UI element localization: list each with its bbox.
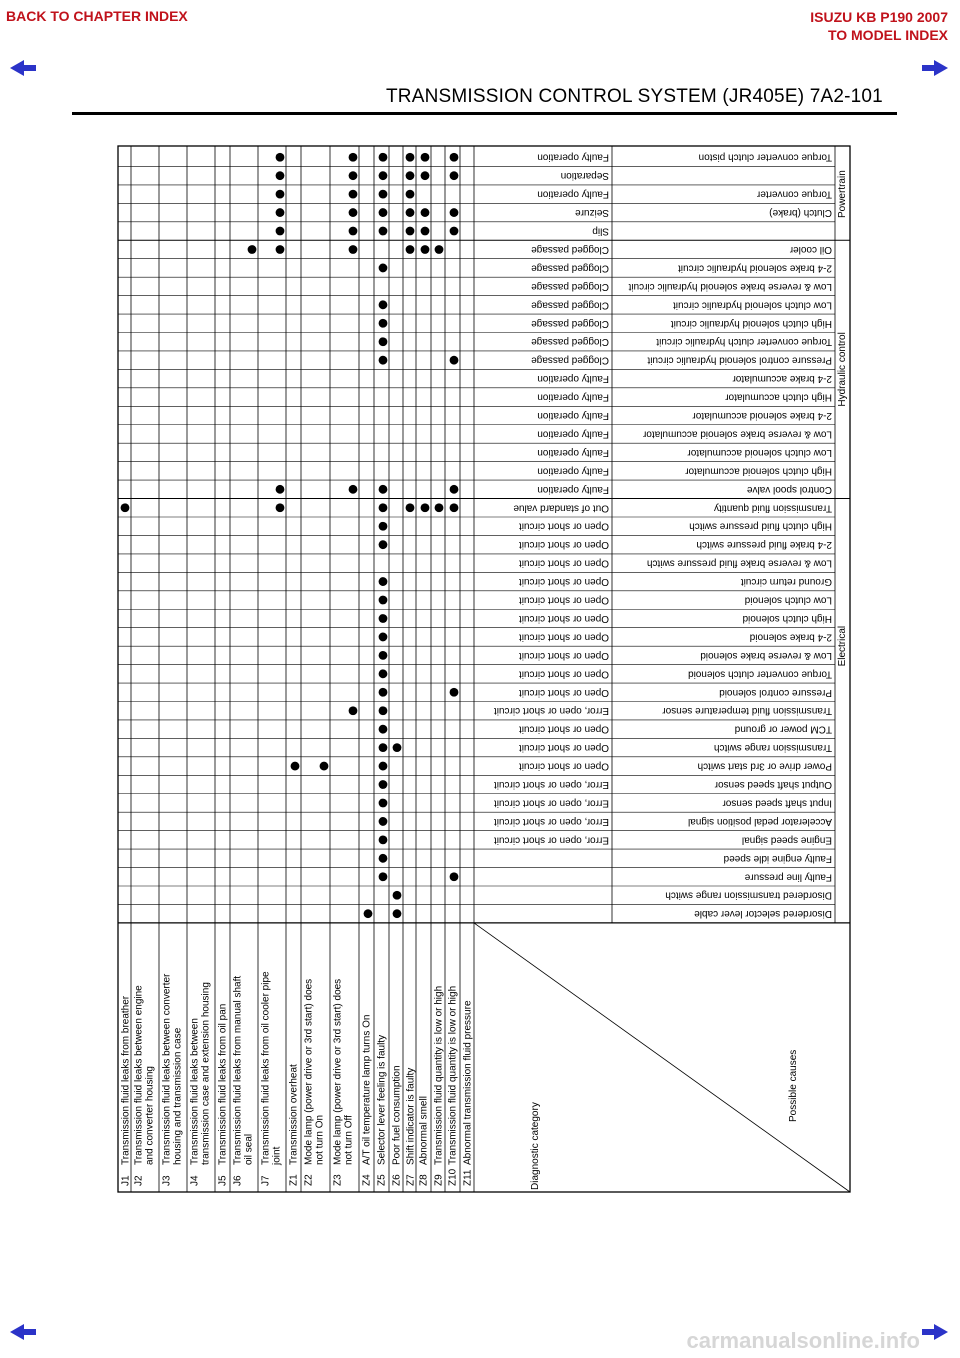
symptom-mark-dot [379,614,388,623]
symptom-description: Transmission fluid leaks between engine [133,985,145,1165]
symptom-mark-dot [320,762,329,771]
symptom-mark-dot [379,835,388,844]
symptom-mark-dot [406,171,415,180]
cause-part-label: Transmission fluid quantity [713,502,832,514]
symptom-mark-dot [421,227,430,236]
cause-mode-label: Clogged passage [531,354,609,366]
cause-mode-label: Faulty operation [537,428,609,440]
symptom-mark-dot [291,762,300,771]
cause-mode-label: Faulty operation [537,391,609,403]
symptom-code: Z8 [418,1174,430,1186]
cause-part-label: 2-4 brake solenoid accumulator [692,410,832,422]
symptom-description: transmission case and extension housing [200,982,212,1165]
symptom-mark-dot [379,780,388,789]
cause-mode-label: Open or short circuit [518,686,609,698]
symptom-description: joint [271,1146,283,1165]
symptom-mark-dot [393,743,402,752]
symptom-mark-dot [379,171,388,180]
cause-mode-label: Faulty operation [537,410,609,422]
cause-mode-label: Error, open or short circuit [493,797,609,809]
cause-part-label: Torque converter clutch solenoid [688,668,832,680]
cause-mode-label: Open or short circuit [518,649,609,661]
cause-part-label: Torque converter clutch piston [698,151,832,163]
symptom-mark-dot [379,153,388,162]
symptom-mark-dot [379,540,388,549]
group-label: Hydraulic control [837,332,848,407]
symptom-description: Selector lever feeling is faulty [376,1034,388,1165]
symptom-mark-dot [379,337,388,346]
symptom-mark-dot [379,319,388,328]
cause-mode-label: Faulty operation [537,151,609,163]
cause-part-label: Low & reverse brake fluid pressure switch [646,557,832,569]
cause-mode-label: Clogged passage [531,299,609,311]
cause-mode-label: Open or short circuit [518,612,609,624]
symptom-description: oil seal [243,1133,255,1165]
symptom-code: Z10 [447,1168,459,1186]
cause-mode-label: Clogged passage [531,280,609,292]
symptom-code: J1 [120,1175,132,1186]
cause-part-label: 2-4 brake solenoid [749,631,832,643]
symptom-mark-dot [379,725,388,734]
symptom-mark-dot [349,227,358,236]
symptom-description: Abnormal smell [418,1096,430,1165]
symptom-mark-dot [379,762,388,771]
symptom-mark-dot [276,190,285,199]
symptom-mark-dot [393,909,402,918]
symptom-mark-dot [435,245,444,254]
symptom-code: Z6 [391,1174,403,1186]
symptom-description: Transmission overheat [288,1064,300,1165]
symptom-mark-dot [364,909,373,918]
cause-mode-label: Faulty operation [537,465,609,477]
symptom-mark-dot [406,245,415,254]
model-title: ISUZU KB P190 2007 [810,9,948,25]
cause-part-label: Disordered selector lever cable [694,908,832,920]
cause-part-label: Transmission range switch [713,742,832,754]
symptom-description: Mode lamp (power drive or 3rd start) does [332,978,344,1165]
symptom-mark-dot [450,872,459,881]
cause-part-label: High clutch fluid pressure switch [689,520,832,532]
symptom-description: Transmission fluid leaks between converter [161,973,173,1165]
symptom-mark-dot [450,688,459,697]
symptom-mark-dot [393,891,402,900]
symptom-mark-dot [450,227,459,236]
symptom-mark-dot [379,300,388,309]
cause-mode-label: Slip [592,225,609,237]
possible-causes-label: Possible causes [788,1049,799,1122]
cause-part-label: Oil cooler [789,243,832,255]
cause-mode-label: Error, open or short circuit [493,705,609,717]
symptom-code: Z1 [288,1174,300,1186]
symptom-description: housing and transmission case [172,1027,184,1165]
symptom-mark-dot [121,503,130,512]
cause-part-label: Output shaft speed sensor [714,779,832,791]
cause-mode-label: Seizure [575,207,609,219]
symptom-code: Z4 [361,1174,373,1186]
symptom-mark-dot [379,669,388,678]
symptom-mark-dot [379,706,388,715]
cause-part-label: Engine speed signal [741,834,832,846]
symptom-mark-dot [379,633,388,642]
symptom-mark-dot [421,245,430,254]
symptom-code: Z5 [376,1174,388,1186]
symptom-mark-dot [379,688,388,697]
symptom-description: Poor fuel consumption [391,1065,403,1165]
symptom-mark-dot [379,208,388,217]
symptom-mark-dot [379,872,388,881]
back-to-chapter-link[interactable]: BACK TO CHAPTER INDEX [6,8,188,24]
cause-mode-label: Open or short circuit [518,557,609,569]
symptom-mark-dot [450,485,459,494]
symptom-code: Z2 [303,1174,315,1186]
cause-mode-label: Faulty operation [537,483,609,495]
cause-mode-label: Faulty operation [537,446,609,458]
symptom-description: Transmission fluid leaks between [189,1018,201,1165]
symptom-mark-dot [450,171,459,180]
cause-part-label: 2-4 brake accumulator [732,373,832,385]
cause-mode-label: Open or short circuit [518,760,609,772]
cause-part-label: High clutch accumulator [725,391,832,403]
cause-part-label: TCM power or ground [734,723,832,735]
symptom-mark-dot [450,208,459,217]
cause-part-label: Pressure control solenoid [719,686,832,698]
symptom-mark-dot [406,503,415,512]
symptom-mark-dot [349,153,358,162]
symptom-mark-dot [276,153,285,162]
symptom-code: Z9 [433,1174,445,1186]
symptom-description: Transmission fluid quantity is low or high [447,985,459,1165]
symptom-code: J7 [260,1175,272,1186]
cause-mode-label: Open or short circuit [518,520,609,532]
cause-mode-label: Out of standard value [513,502,609,514]
cause-mode-label: Faulty operation [537,373,609,385]
cause-mode-label: Clogged passage [531,336,609,348]
symptom-code: Z3 [332,1174,344,1186]
cause-part-label: Low clutch solenoid accumulator [687,446,832,458]
symptom-code: J4 [189,1175,201,1186]
cause-mode-label: Open or short circuit [518,631,609,643]
cause-part-label: Accelerator pedal position signal [688,815,832,827]
symptom-mark-dot [421,153,430,162]
cause-mode-label: Faulty operation [537,188,609,200]
symptom-mark-dot [379,799,388,808]
symptom-mark-dot [421,171,430,180]
cause-part-label: Ground return circuit [740,576,832,588]
symptom-mark-dot [379,227,388,236]
cause-part-label: 2-4 brake fluid pressure switch [696,539,832,551]
symptom-mark-dot [349,245,358,254]
symptom-description: Transmission fluid leaks from oil cooler pipe [260,971,272,1165]
cause-part-label: High clutch solenoid [742,612,832,624]
cause-part-label: Torque converter [756,188,832,200]
symptom-mark-dot [379,577,388,586]
symptom-description: Abnormal transmission fluid pressure [462,1000,474,1165]
symptom-mark-dot [450,503,459,512]
symptom-code: J5 [217,1175,229,1186]
symptom-description: not turn Off [343,1115,355,1165]
cause-part-label: 2-4 brake solenoid hydraulic circuit [678,262,832,274]
symptom-mark-dot [406,208,415,217]
symptom-code: Z11 [462,1169,474,1186]
symptom-description: Transmission fluid quantity is low or high [433,985,445,1165]
symptom-mark-dot [349,171,358,180]
symptom-mark-dot [349,706,358,715]
watermark: carmanualsonline.info [686,1328,920,1353]
symptom-mark-dot [276,171,285,180]
cause-part-label: Clutch (brake) [769,207,832,219]
cause-mode-label: Error, open or short circuit [493,815,609,827]
symptom-mark-dot [406,227,415,236]
symptom-mark-dot [379,596,388,605]
symptom-mark-dot [379,503,388,512]
cause-mode-label: Clogged passage [531,243,609,255]
cause-part-label: Torque converter clutch hydraulic circuit [656,336,832,348]
symptom-mark-dot [349,190,358,199]
symptom-description: Transmission fluid leaks from breather [120,995,132,1165]
symptom-description: A/T oil temperature lamp turns On [361,1014,373,1165]
cause-part-label: Input shaft speed sensor [722,797,832,809]
cause-mode-label: Error, open or short circuit [493,834,609,846]
cause-part-label: Power drive or 3rd start switch [697,760,832,772]
symptom-description: Shift indicator is faulty [405,1067,417,1165]
symptom-mark-dot [349,208,358,217]
cause-part-label: Pressure control solenoid hydraulic circuit [647,354,832,366]
cause-mode-label: Separation [560,170,609,182]
cause-mode-label: Error, open or short circuit [493,779,609,791]
cause-part-label: Low & reverse brake solenoid accumulator [643,428,832,440]
symptom-mark-dot [379,485,388,494]
symptom-mark-dot [435,503,444,512]
page-title: TRANSMISSION CONTROL SYSTEM (JR405E) 7A2-101 [386,86,883,107]
cause-part-label: Faulty line pressure [744,871,832,883]
model-index: TO MODEL INDEX [827,27,948,43]
symptom-mark-dot [276,503,285,512]
cause-mode-label: Open or short circuit [518,576,609,588]
symptom-mark-dot [276,245,285,254]
cause-mode-label: Open or short circuit [518,594,609,606]
cause-part-label: Control spool valve [746,483,832,495]
cause-mode-label: Open or short circuit [518,723,609,735]
symptom-description: Transmission fluid leaks from manual shaft [232,975,244,1165]
symptom-code: Z7 [405,1174,417,1186]
symptom-code: J2 [133,1175,145,1186]
symptom-description: not turn On [314,1114,326,1165]
diagnostic-category-label: Diagnostic category [530,1102,541,1190]
symptom-mark-dot [406,153,415,162]
symptom-description: Transmission fluid leaks from oil pan [217,1003,229,1165]
cause-part-label: Low & reverse brake solenoid hydraulic circuit [628,280,832,292]
symptom-mark-dot [406,190,415,199]
cause-part-label: High clutch solenoid accumulator [685,465,832,477]
symptom-mark-dot [276,485,285,494]
symptom-mark-dot [379,264,388,273]
cause-part-label: Transmission fluid temperature sensor [662,705,832,717]
cause-mode-label: Clogged passage [531,317,609,329]
cause-mode-label: Open or short circuit [518,742,609,754]
symptom-mark-dot [450,356,459,365]
group-label: Electrical [837,625,848,667]
symptom-mark-dot [248,245,257,254]
cause-mode-label: Open or short circuit [518,539,609,551]
cause-part-label: Disordered transmission range switch [665,889,832,901]
symptom-mark-dot [379,522,388,531]
cause-part-label: Low clutch solenoid hydraulic circuit [673,299,832,311]
cause-mode-label: Open or short circuit [518,668,609,680]
symptom-description: Mode lamp (power drive or 3rd start) does [303,978,315,1165]
cause-mode-label: Clogged passage [531,262,609,274]
symptom-mark-dot [379,743,388,752]
cause-part-label: Low clutch solenoid [744,594,832,606]
cause-part-label: Faulty engine idle speed [723,852,832,864]
symptom-description: and converter housing [144,1066,156,1165]
symptom-mark-dot [421,208,430,217]
cause-part-label: Low & reverse brake solenoid [700,649,832,661]
group-label: Powertrain [837,170,848,219]
symptom-code: J6 [232,1175,244,1186]
symptom-mark-dot [421,503,430,512]
symptom-mark-dot [450,153,459,162]
symptom-mark-dot [379,190,388,199]
symptom-mark-dot [379,854,388,863]
symptom-mark-dot [379,356,388,365]
symptom-mark-dot [276,227,285,236]
symptom-mark-dot [379,817,388,826]
cause-part-label: High clutch solenoid hydraulic circuit [670,317,832,329]
symptom-code: J3 [161,1175,173,1186]
symptom-mark-dot [379,651,388,660]
symptom-mark-dot [276,208,285,217]
symptom-mark-dot [349,485,358,494]
